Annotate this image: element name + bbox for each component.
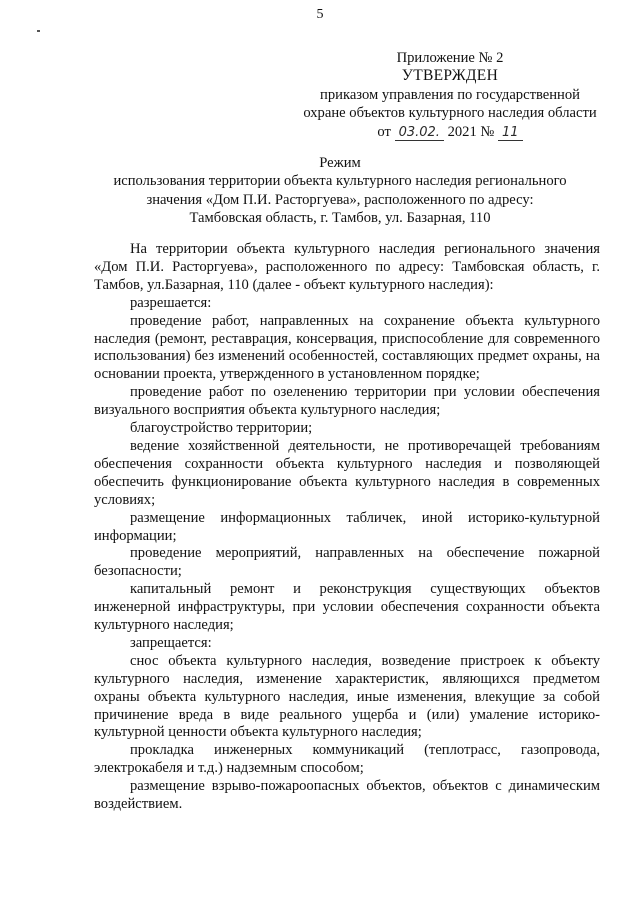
paragraph-item: проведение работ, направленных на сохранение объекта культурного наследия (ремонт, реставрация, консервация, приспособление для современного использования) без изменений особенностей, составляющих предмет охраны, на основании проекта, утвержденного в установленном порядке; (94, 312, 600, 383)
annex-label: Приложение № 2 (396, 50, 504, 66)
title-line-1: использования территории объекта культурного наследия регионального (113, 173, 567, 190)
handwritten-number: 11 (498, 126, 523, 141)
number-label: № (480, 123, 495, 140)
paragraph-item: снос объекта культурного наследия, возведение пристроек к объекту культурного наследия, изменение характеристик, являющихся предметом охраны объекта культурного наследия, иные изменения, влекущие за собой причинение вреда в виде реального ущерба и (или) умаление историко-культурной ценности объекта культурного наследия; (94, 652, 600, 741)
approval-order-line-1: приказом управления по государственной (320, 86, 580, 103)
approval-order-line-2: охране объектов культурного наследия области (303, 105, 597, 122)
paragraph-item: проведение мероприятий, направленных на обеспечение пожарной безопасности; (94, 545, 600, 580)
page-number: 5 (316, 7, 324, 22)
paragraph-item: ведение хозяйственной деятельности, не противоречащей требованиям обеспечения сохранности объекта культурного наследия и позволяющей обеспечить функционирование объекта культурного наследия в современных условиях; (94, 437, 600, 508)
paragraph-prohibited-heading: запрещается: (130, 634, 212, 651)
approval-block (300, 49, 600, 141)
paragraph-intro: На территории объекта культурного наследия регионального значения «Дом П.И. Расторгуева», расположенного по адресу: Тамбовская область, г. Тамбов, ул.Базарная, 110 (далее - объект культурного наследия): (94, 241, 600, 293)
paragraph-item: размещение взрыво-пожароопасных объектов, объектов с динамическим воздействием. (94, 778, 600, 813)
document-body (94, 241, 600, 814)
from-label: от (377, 123, 391, 140)
paragraph-item: прокладка инженерных коммуникаций (теплотрасс, газопровода, электрокабеля и т.д.) надземным способом; (94, 742, 600, 777)
title-heading: Режим (319, 155, 361, 171)
paragraph-item: благоустройство территории; (130, 420, 313, 437)
approved-label: УТВЕРЖДЕН (401, 67, 499, 85)
title-line-3: Тамбовская область, г. Тамбов, ул. Базарная, 110 (189, 210, 491, 227)
paragraph-allowed-heading: разрешается: (130, 294, 212, 311)
scan-speck (37, 30, 40, 32)
title-line-2: значения «Дом П.И. Расторгуева», расположенного по адресу: (146, 191, 534, 208)
regime-title (80, 154, 600, 228)
approval-date-line (300, 123, 600, 141)
paragraph-item: проведение работ по озеленению территории при условии обеспечения визуального восприятия объекта культурного наследия; (94, 384, 600, 419)
paragraph-item: капитальный ремонт и реконструкция существующих объектов инженерной инфраструктуры, при условии обеспечения сохранности объекта культурного наследия; (94, 581, 600, 634)
year: 2021 (447, 123, 477, 140)
handwritten-date: 03.02. (395, 126, 444, 141)
paragraph-item: размещение информационных табличек, иной историко-культурной информации; (94, 509, 600, 544)
